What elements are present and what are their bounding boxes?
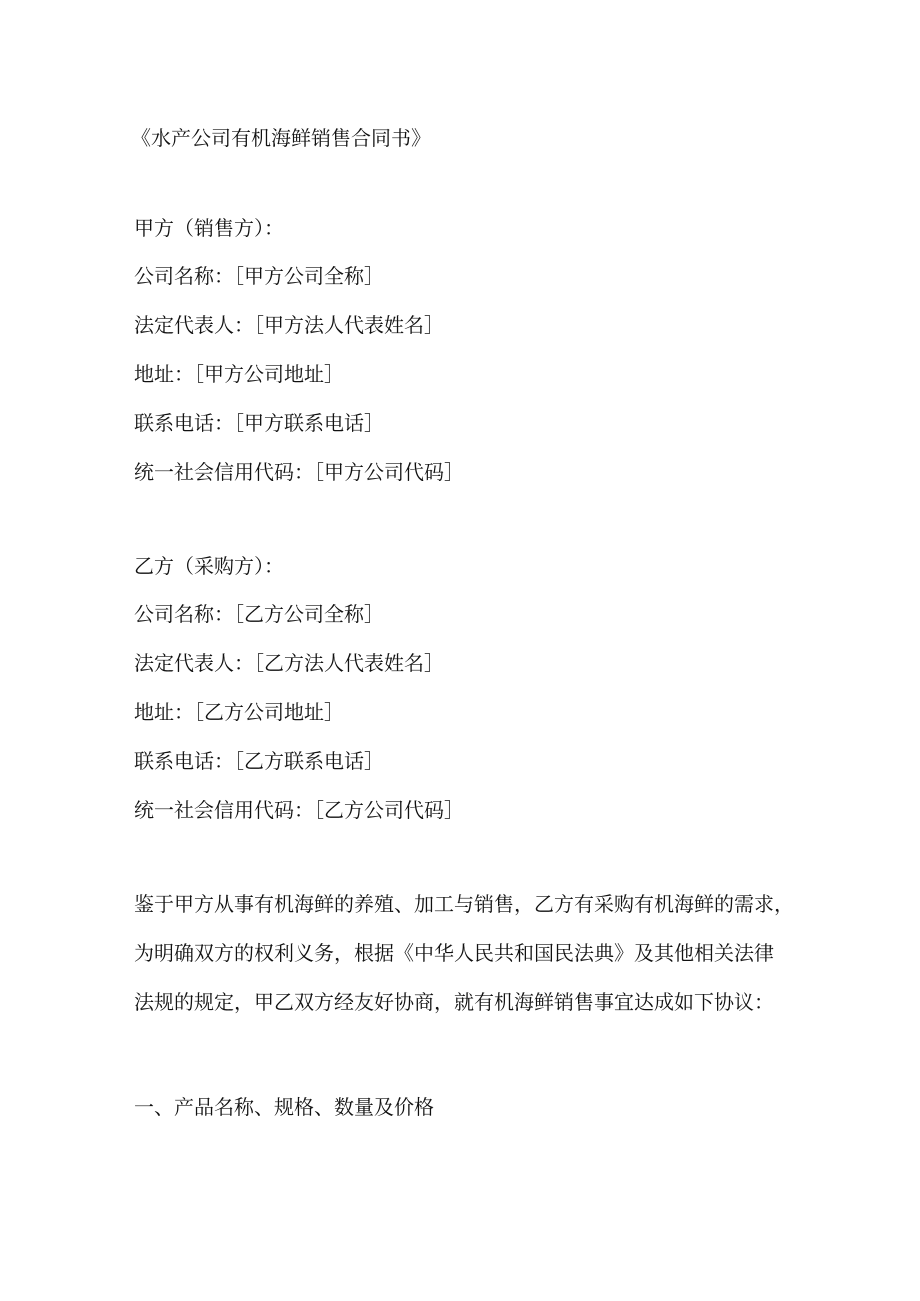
party-b-heading: 乙方（采购方）：: [134, 554, 284, 578]
party-a-address: 地址：［甲方公司地址］: [134, 362, 344, 386]
party-b-company-name: 公司名称：［乙方公司全称］: [134, 602, 384, 626]
party-a-legal-rep: 法定代表人：［甲方法人代表姓名］: [134, 313, 444, 337]
party-b-phone: 联系电话：［乙方联系电话］: [134, 749, 384, 773]
document-title: 《水产公司有机海鲜销售合同书》: [131, 126, 431, 150]
party-b-address: 地址：［乙方公司地址］: [134, 700, 344, 724]
party-b-credit-code: 统一社会信用代码：［乙方公司代码］: [134, 798, 464, 822]
party-a-phone: 联系电话：［甲方联系电话］: [134, 411, 384, 435]
party-a-credit-code: 统一社会信用代码：［甲方公司代码］: [134, 460, 464, 484]
party-a-heading: 甲方（销售方）：: [134, 216, 284, 240]
party-b-legal-rep: 法定代表人：［乙方法人代表姓名］: [134, 651, 444, 675]
preamble-line: 为明确双方的权利义务，根据《中华人民共和国民法典》及其他相关法律: [134, 941, 774, 965]
section-heading: 一、产品名称、规格、数量及价格: [134, 1095, 434, 1119]
party-a-company-name: 公司名称：［甲方公司全称］: [134, 264, 384, 288]
preamble-line: 法规的规定，甲乙双方经友好协商，就有机海鲜销售事宜达成如下协议：: [134, 990, 774, 1014]
preamble-line: 鉴于甲方从事有机海鲜的养殖、加工与销售，乙方有采购有机海鲜的需求，: [134, 892, 794, 916]
